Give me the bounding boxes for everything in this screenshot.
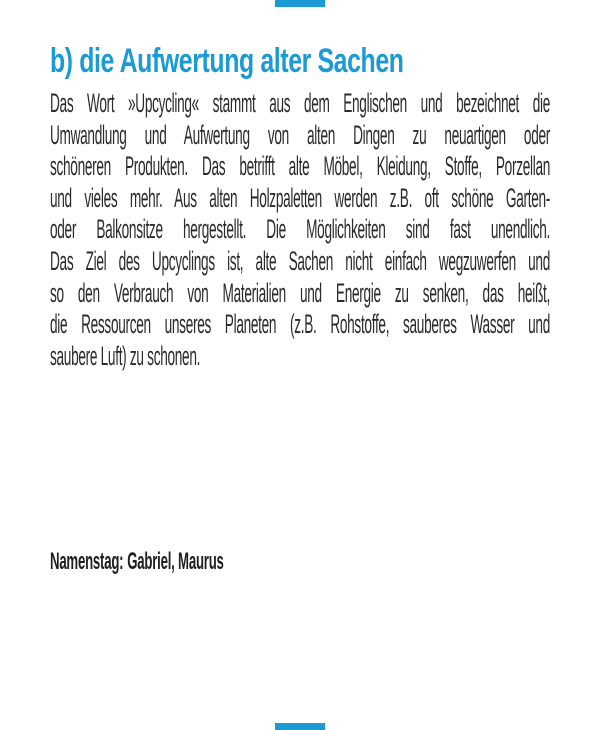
page-bottom-mark <box>275 723 325 730</box>
body-line: schöneren Produkten. Das betrifft alte Möbel, Kleidung, Stoffe, Porzellan <box>50 151 550 182</box>
namenstag-label: Namenstag: <box>50 548 124 575</box>
namenstag-names: Gabriel, Maurus <box>127 548 224 575</box>
body-line: oder Balkonsitze hergestellt. Die Möglichkeiten sind fast unendlich. <box>50 214 550 245</box>
body-line: und vieles mehr. Aus alten Holzpaletten werden z.B. oft schöne Garten- <box>50 182 550 213</box>
page-top-mark <box>275 0 325 7</box>
body-line: saubere Luft) zu schonen. <box>50 340 201 371</box>
body-line: die Ressourcen unseres Planeten (z.B. Rohstoffe, sauberes Wasser und <box>50 309 550 340</box>
body-line: Umwandlung und Aufwertung von alten Dingen zu neuartigen oder <box>50 119 550 150</box>
body-paragraph <box>50 88 550 372</box>
page-title: b) die Aufwertung alter Sachen <box>50 42 404 80</box>
namenstag-line <box>50 549 224 575</box>
body-line: Das Wort »Upcycling« stammt aus dem Englischen und bezeichnet die <box>50 88 550 118</box>
body-line: Das Ziel des Upcyclings ist, alte Sachen nicht einfach wegzuwerfen und <box>50 245 550 276</box>
body-line: so den Verbrauch von Materialien und Energie zu senken, das heißt, <box>50 277 550 308</box>
